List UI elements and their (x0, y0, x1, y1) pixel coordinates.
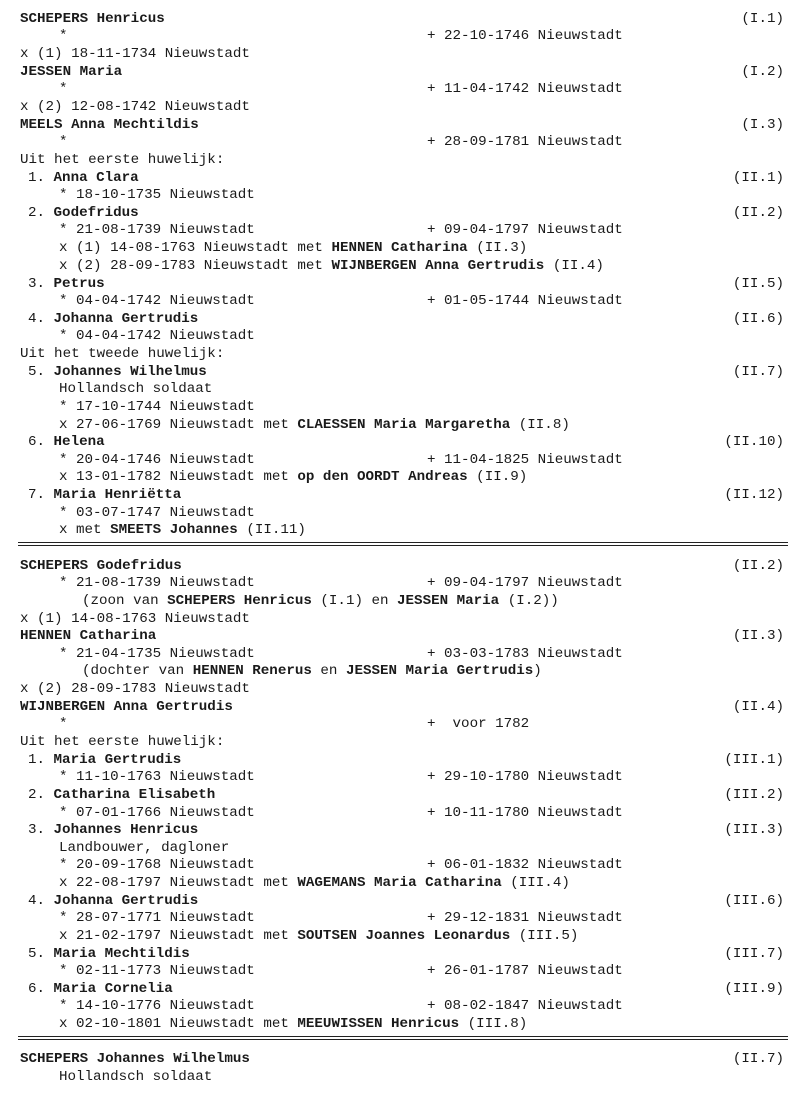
record-line (0, 768, 800, 786)
line-text: * 04-04-1742 Nieuwstadt (59, 328, 255, 344)
line-text: * (59, 716, 68, 732)
line-text: * (59, 81, 68, 97)
record-line (0, 574, 800, 592)
reference-code: (II.2) (732, 558, 784, 574)
line-segment (28, 486, 181, 504)
record-line (0, 239, 800, 257)
person-name: WIJNBERGEN Anna Gertrudis (331, 258, 545, 274)
line-segment (59, 962, 255, 980)
line-segment (59, 380, 212, 398)
line-segment (20, 557, 182, 575)
line-segment (427, 997, 623, 1015)
record-line (0, 521, 800, 539)
line-text: * 07-01-1766 Nieuwstadt (59, 805, 255, 821)
line-segment (59, 257, 604, 275)
record-line (0, 909, 800, 927)
line-segment (28, 786, 215, 804)
line-segment (427, 715, 529, 733)
reference-code: (II.1) (732, 170, 784, 186)
line-segment (28, 433, 105, 451)
line-text: (II.9) (467, 469, 528, 485)
line-segment (427, 221, 623, 239)
line-text: * 14-10-1776 Nieuwstadt (59, 998, 255, 1014)
line-segment (20, 63, 122, 81)
line-segment (427, 856, 623, 874)
line-segment (59, 804, 255, 822)
line-segment (20, 627, 156, 645)
person-name: SCHEPERS Henricus (167, 593, 312, 609)
line-text: ) (533, 663, 542, 679)
line-text: + 06-01-1832 Nieuwstadt (427, 857, 623, 873)
reference-code: (III.6) (724, 893, 784, 909)
line-segment (28, 204, 139, 222)
record-line (0, 1050, 800, 1068)
line-text: + 26-01-1787 Nieuwstadt (427, 963, 623, 979)
person-name: SCHEPERS Henricus (20, 11, 165, 27)
line-text: x met (59, 522, 111, 538)
line-segment (59, 133, 68, 151)
line-text: + 03-03-1783 Nieuwstadt (427, 646, 623, 662)
reference-code: (II.2) (732, 205, 784, 221)
line-text: * 18-10-1735 Nieuwstadt (59, 187, 255, 203)
record-line (0, 504, 800, 522)
line-text: + 28-09-1781 Nieuwstadt (427, 134, 623, 150)
reference-code: (III.2) (724, 787, 784, 803)
reference-code: (III.9) (724, 981, 784, 997)
person-name: op den OORDT Andreas (297, 469, 468, 485)
line-text: (II.11) (237, 522, 306, 538)
line-segment (59, 451, 255, 469)
line-text: 4. (28, 311, 54, 327)
line-text: x (1) 14-08-1763 Nieuwstadt (20, 611, 250, 627)
record-line (0, 151, 800, 169)
line-segment (82, 662, 542, 680)
line-segment (20, 610, 250, 628)
record-line (0, 662, 800, 680)
section-separator (18, 1036, 788, 1040)
line-segment (20, 45, 250, 63)
person-name: Maria Gertrudis (53, 752, 182, 768)
line-segment (20, 10, 165, 28)
line-segment (59, 416, 570, 434)
line-segment (28, 821, 198, 839)
line-segment (20, 345, 224, 363)
person-name: Johannes Wilhelmus (53, 364, 207, 380)
record-line (0, 1068, 800, 1086)
line-text: (III.8) (459, 1016, 528, 1032)
person-name: SCHEPERS Godefridus (20, 558, 182, 574)
line-segment (28, 751, 181, 769)
record-line (0, 786, 800, 804)
line-text: 4. (28, 893, 54, 909)
record-line (0, 997, 800, 1015)
line-segment (82, 592, 559, 610)
person-name: JESSEN Maria (20, 64, 123, 80)
line-segment (427, 804, 623, 822)
line-text: * 02-11-1773 Nieuwstadt (59, 963, 255, 979)
line-text: * 21-04-1735 Nieuwstadt (59, 646, 255, 662)
person-name: WAGEMANS Maria Catharina (297, 875, 502, 891)
reference-code: (II.6) (732, 311, 784, 327)
person-name: JESSEN Maria Gertrudis (345, 663, 534, 679)
person-name: Maria Cornelia (53, 981, 173, 997)
reference-code: (II.10) (724, 434, 784, 450)
reference-code: (I.3) (741, 117, 784, 133)
record-line (0, 645, 800, 663)
line-text: + 11-04-1825 Nieuwstadt (427, 452, 623, 468)
line-text: x (1) 14-08-1763 Nieuwstadt met (59, 240, 332, 256)
line-segment (59, 856, 255, 874)
line-text: x 27-06-1769 Nieuwstadt met (59, 417, 298, 433)
line-segment (427, 27, 623, 45)
line-text: * 28-07-1771 Nieuwstadt (59, 910, 255, 926)
line-text: * 20-04-1746 Nieuwstadt (59, 452, 255, 468)
record-line (0, 116, 800, 134)
reference-code: (III.1) (724, 752, 784, 768)
person-name: HENNEN Catharina (331, 240, 468, 256)
line-segment (59, 909, 255, 927)
line-segment (427, 292, 623, 310)
line-text: * 21-08-1739 Nieuwstadt (59, 575, 255, 591)
line-segment (59, 221, 255, 239)
line-segment (427, 962, 623, 980)
person-name: Maria Mechtildis (53, 946, 190, 962)
line-segment (427, 451, 623, 469)
line-text: + 22-10-1746 Nieuwstadt (427, 28, 623, 44)
person-name: MEELS Anna Mechtildis (20, 117, 199, 133)
line-segment (59, 80, 68, 98)
record-line (0, 98, 800, 116)
record-line (0, 221, 800, 239)
line-text: + 09-04-1797 Nieuwstadt (427, 575, 623, 591)
line-segment (59, 468, 527, 486)
line-text: * 03-07-1747 Nieuwstadt (59, 505, 255, 521)
line-text: x 02-10-1801 Nieuwstadt met (59, 1016, 298, 1032)
record-line (0, 821, 800, 839)
line-segment (20, 680, 250, 698)
line-text: (II.4) (544, 258, 604, 274)
line-segment (427, 133, 623, 151)
line-text: + 09-04-1797 Nieuwstadt (427, 222, 623, 238)
line-segment (28, 169, 139, 187)
line-segment (59, 1068, 212, 1086)
reference-code: (II.7) (732, 364, 784, 380)
reference-code: (I.2) (741, 64, 784, 80)
line-segment (20, 116, 199, 134)
line-text: * 04-04-1742 Nieuwstadt (59, 293, 255, 309)
record-line (0, 468, 800, 486)
person-name: MEEUWISSEN Henricus (297, 1016, 460, 1032)
record-line (0, 416, 800, 434)
line-text: * 21-08-1739 Nieuwstadt (59, 222, 255, 238)
line-segment (427, 909, 623, 927)
record-line (0, 1015, 800, 1033)
line-segment (59, 327, 255, 345)
person-name: Catharina Elisabeth (53, 787, 216, 803)
record-line (0, 980, 800, 998)
line-segment (59, 927, 578, 945)
reference-code: (II.5) (732, 276, 784, 292)
line-text: 6. (28, 434, 54, 450)
line-segment (59, 521, 306, 539)
line-segment (28, 945, 190, 963)
person-name: SMEETS Johannes (110, 522, 238, 538)
reference-code: (II.3) (732, 628, 784, 644)
record-line (0, 486, 800, 504)
record-line (0, 962, 800, 980)
person-name: WIJNBERGEN Anna Gertrudis (20, 699, 233, 715)
record-line (0, 627, 800, 645)
line-text: * (59, 28, 68, 44)
record-line (0, 874, 800, 892)
line-segment (59, 574, 255, 592)
line-text: x (1) 18-11-1734 Nieuwstadt (20, 46, 250, 62)
record-line (0, 610, 800, 628)
line-segment (59, 715, 68, 733)
line-text: (dochter van (82, 663, 193, 679)
record-line (0, 186, 800, 204)
record-line (0, 839, 800, 857)
line-text: 5. (28, 946, 54, 962)
line-text: + 10-11-1780 Nieuwstadt (427, 805, 623, 821)
record-line (0, 751, 800, 769)
person-name: Johannes Henricus (53, 822, 199, 838)
line-segment (20, 1050, 250, 1068)
person-name: SCHEPERS Johannes Wilhelmus (20, 1051, 250, 1067)
line-text: + 29-10-1780 Nieuwstadt (427, 769, 623, 785)
record-line (0, 733, 800, 751)
line-text: 3. (28, 822, 54, 838)
person-name: Maria Henriëtta (53, 487, 182, 503)
line-text: + voor 1782 (427, 716, 530, 732)
record-line (0, 398, 800, 416)
record-line (0, 680, 800, 698)
line-text: Uit het eerste huwelijk: (20, 152, 225, 168)
line-segment (28, 275, 105, 293)
line-text: 2. (28, 787, 54, 803)
line-text: x 13-01-1782 Nieuwstadt met (59, 469, 298, 485)
person-name: Johanna Gertrudis (53, 893, 199, 909)
person-name: HENNEN Catharina (20, 628, 157, 644)
line-segment (59, 1015, 527, 1033)
line-text: (I.2)) (499, 593, 559, 609)
line-segment (59, 645, 255, 663)
person-name: Godefridus (53, 205, 139, 221)
line-text: en (311, 663, 346, 679)
line-segment (59, 504, 255, 522)
record-line (0, 804, 800, 822)
record-line (0, 715, 800, 733)
record-line (0, 80, 800, 98)
line-segment (427, 645, 623, 663)
line-text: Uit het eerste huwelijk: (20, 734, 225, 750)
person-name: Helena (53, 434, 105, 450)
line-text: * 17-10-1744 Nieuwstadt (59, 399, 255, 415)
record-line (0, 204, 800, 222)
line-text: * (59, 134, 68, 150)
record-line (0, 63, 800, 81)
reference-code: (I.1) (741, 11, 784, 27)
line-segment (59, 874, 570, 892)
record-line (0, 27, 800, 45)
line-text: 5. (28, 364, 54, 380)
line-text: 7. (28, 487, 54, 503)
record-line (0, 257, 800, 275)
record-line (0, 945, 800, 963)
line-text: (III.5) (510, 928, 579, 944)
line-segment (427, 768, 623, 786)
record-line (0, 363, 800, 381)
line-segment (59, 768, 255, 786)
line-text: x (2) 28-09-1783 Nieuwstadt (20, 681, 250, 697)
line-segment (59, 239, 527, 257)
line-text: x 22-08-1797 Nieuwstadt met (59, 875, 298, 891)
record-line (0, 327, 800, 345)
record-line (0, 169, 800, 187)
line-segment (59, 398, 255, 416)
line-segment (28, 310, 198, 328)
record-line (0, 10, 800, 28)
line-segment (20, 733, 224, 751)
record-line (0, 345, 800, 363)
person-name: HENNEN Renerus (192, 663, 312, 679)
line-text: 1. (28, 170, 54, 186)
person-name: SOUTSEN Joannes Leonardus (297, 928, 511, 944)
record-line (0, 698, 800, 716)
record-line (0, 557, 800, 575)
reference-code: (II.7) (732, 1051, 784, 1067)
line-segment (20, 698, 233, 716)
line-segment (28, 892, 198, 910)
line-segment (20, 98, 250, 116)
line-text: x (2) 28-09-1783 Nieuwstadt met (59, 258, 332, 274)
line-text: + 01-05-1744 Nieuwstadt (427, 293, 623, 309)
line-text: * 20-09-1768 Nieuwstadt (59, 857, 255, 873)
line-segment (28, 980, 173, 998)
line-text: Hollandsch soldaat (59, 381, 213, 397)
line-segment (59, 27, 68, 45)
line-text: 6. (28, 981, 54, 997)
line-text: Hollandsch soldaat (59, 1069, 213, 1085)
record-line (0, 45, 800, 63)
record-line (0, 133, 800, 151)
line-text: (III.4) (501, 875, 570, 891)
line-text: + 11-04-1742 Nieuwstadt (427, 81, 623, 97)
reference-code: (II.12) (724, 487, 784, 503)
line-segment (59, 186, 255, 204)
record-line (0, 380, 800, 398)
record-line (0, 927, 800, 945)
line-text: (II.8) (510, 417, 570, 433)
line-text: * 11-10-1763 Nieuwstadt (59, 769, 255, 785)
person-name: Anna Clara (53, 170, 139, 186)
line-text: x 21-02-1797 Nieuwstadt met (59, 928, 298, 944)
line-segment (59, 839, 229, 857)
line-text: (I.1) en (311, 593, 398, 609)
record-line (0, 433, 800, 451)
line-segment (427, 80, 623, 98)
record-line (0, 275, 800, 293)
line-text: 2. (28, 205, 54, 221)
person-name: Johanna Gertrudis (53, 311, 199, 327)
line-segment (59, 997, 255, 1015)
record-line (0, 292, 800, 310)
section-separator (18, 542, 788, 546)
line-segment (427, 574, 623, 592)
record-line (0, 892, 800, 910)
line-text: Landbouwer, dagloner (59, 840, 230, 856)
record-line (0, 856, 800, 874)
line-text: 3. (28, 276, 54, 292)
person-name: JESSEN Maria (397, 593, 500, 609)
reference-code: (III.7) (724, 946, 784, 962)
line-text: + 29-12-1831 Nieuwstadt (427, 910, 623, 926)
line-text: 1. (28, 752, 54, 768)
person-name: Petrus (53, 276, 105, 292)
line-segment (28, 363, 207, 381)
line-text: x (2) 12-08-1742 Nieuwstadt (20, 99, 250, 115)
line-text: + 08-02-1847 Nieuwstadt (427, 998, 623, 1014)
line-text: Uit het tweede huwelijk: (20, 346, 225, 362)
reference-code: (III.3) (724, 822, 784, 838)
line-segment (59, 292, 255, 310)
person-name: CLAESSEN Maria Margaretha (297, 417, 511, 433)
record-line (0, 310, 800, 328)
line-text: (II.3) (467, 240, 528, 256)
record-line (0, 451, 800, 469)
reference-code: (II.4) (732, 699, 784, 715)
line-text: (zoon van (82, 593, 168, 609)
record-line (0, 592, 800, 610)
line-segment (20, 151, 224, 169)
